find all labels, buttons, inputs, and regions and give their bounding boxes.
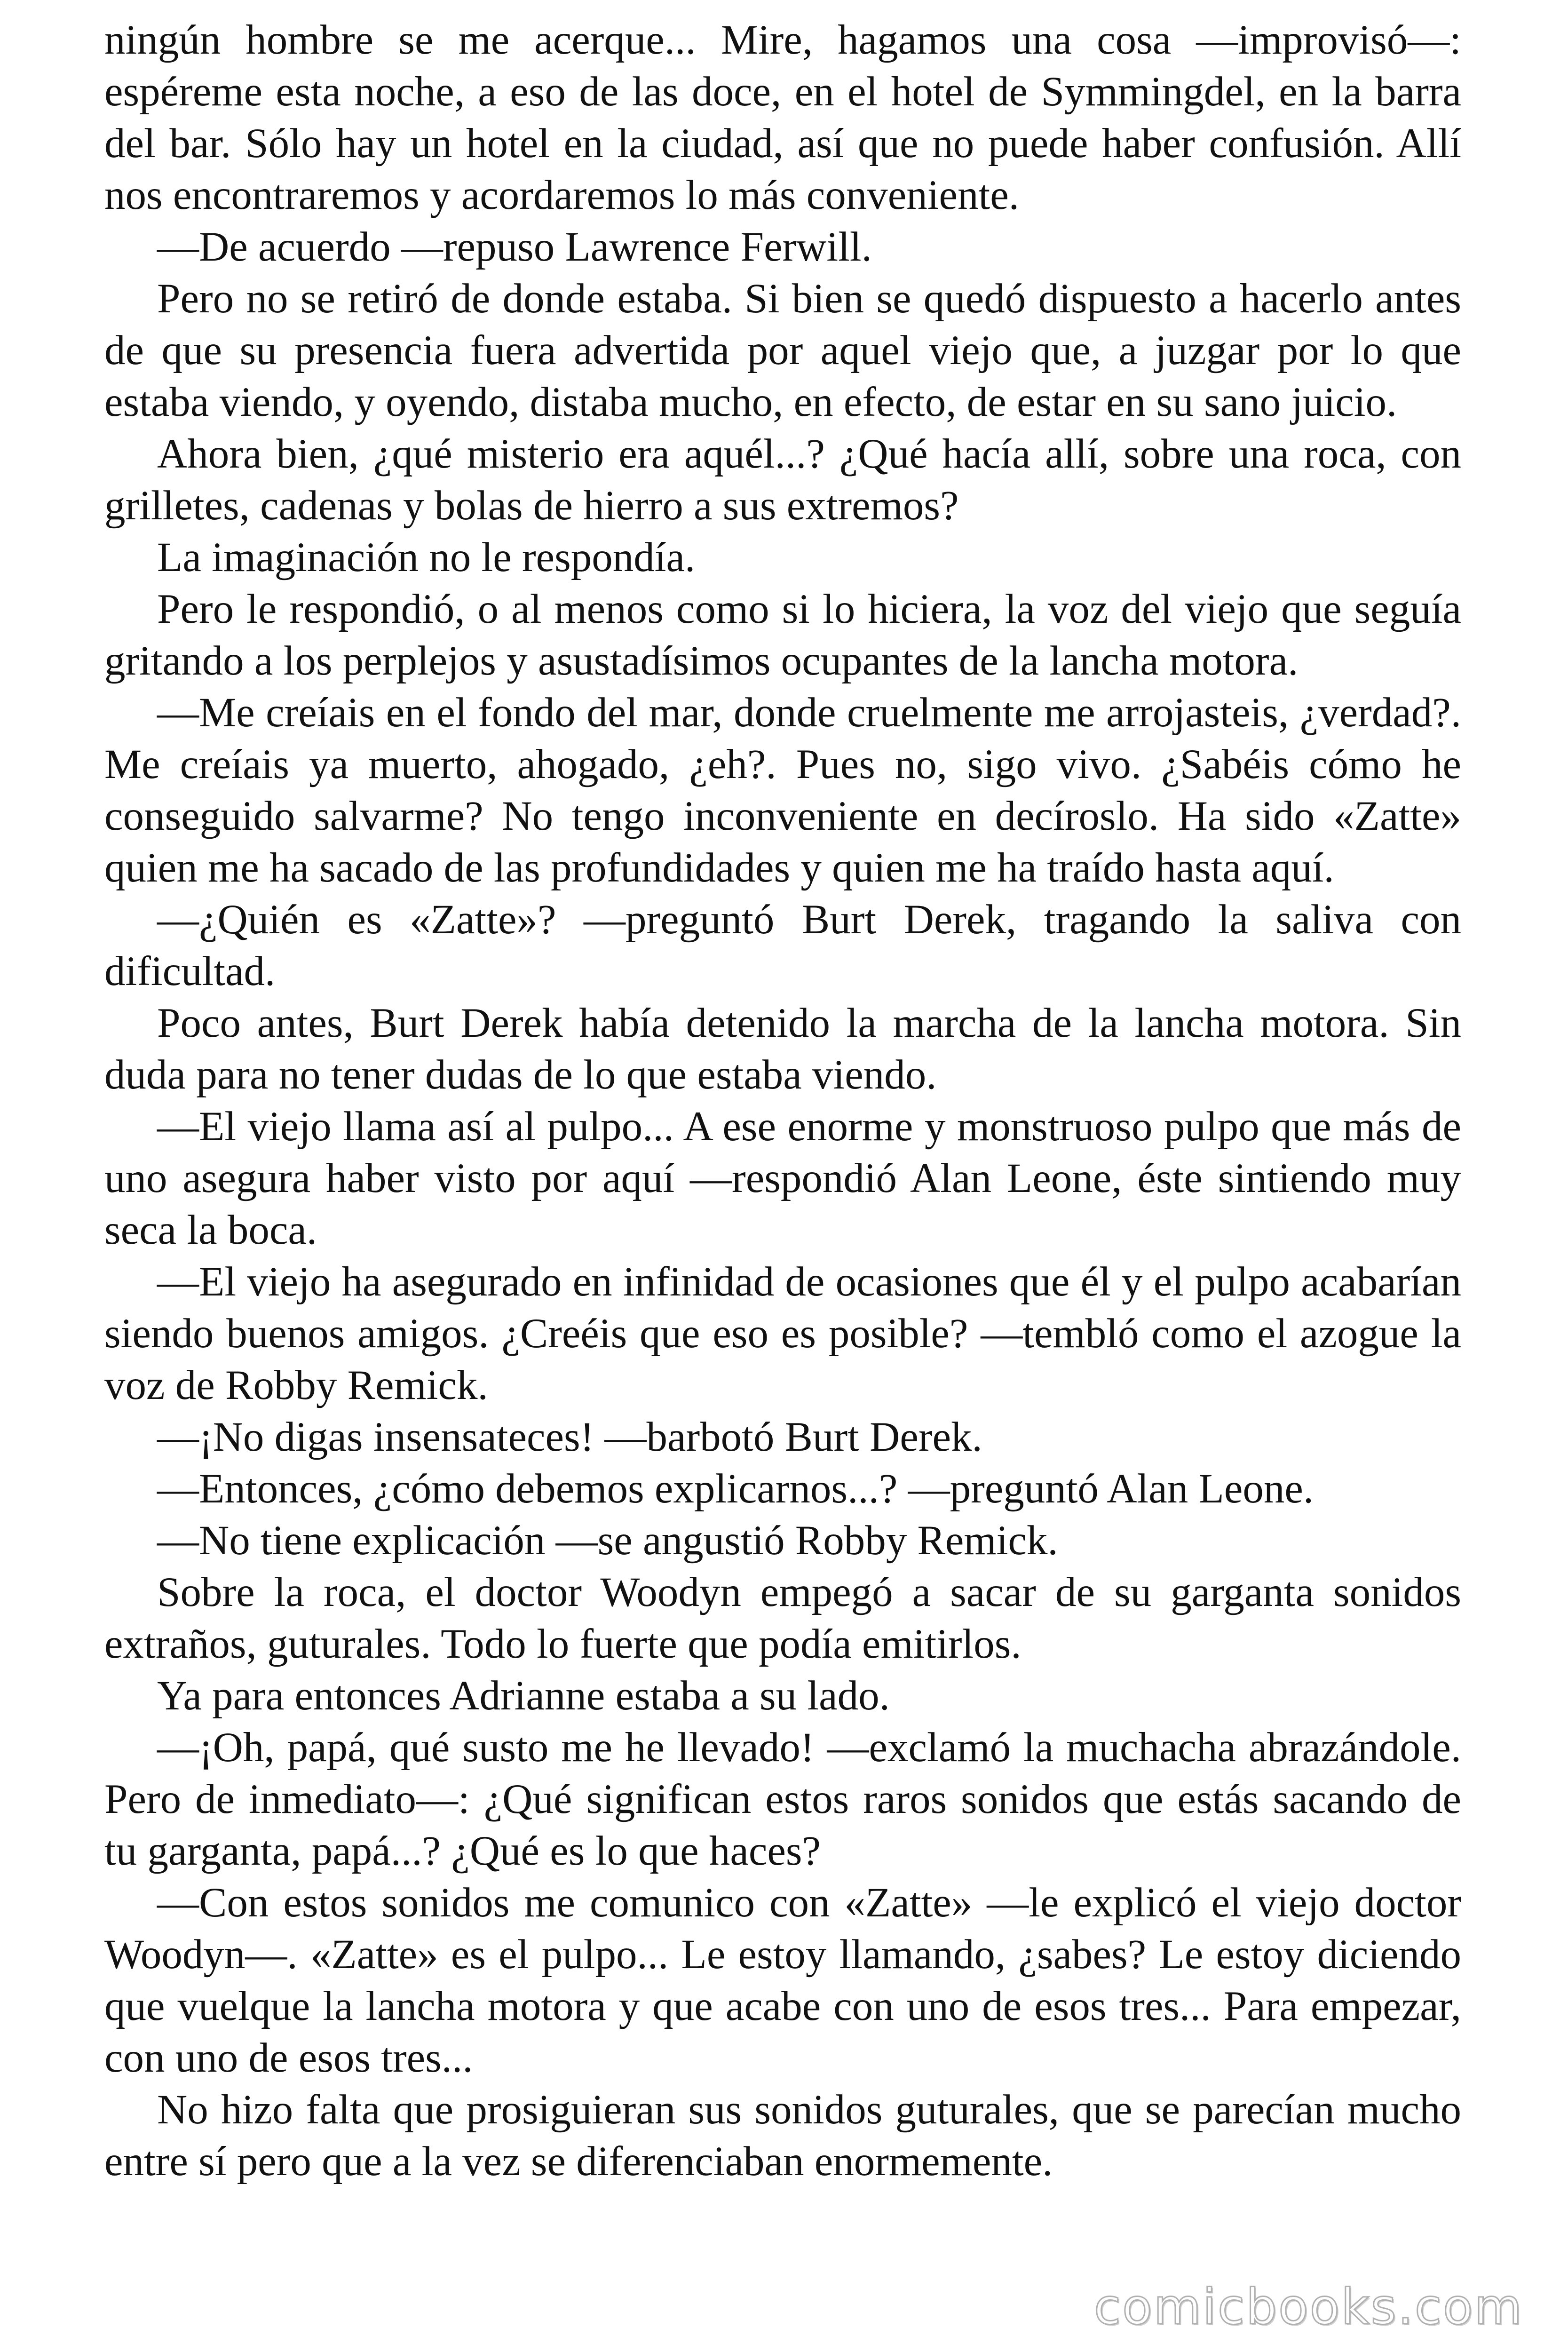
paragraph: —¡Oh, papá, qué susto me he llevado! —exclamó la muchacha abrazándole. Pero de inmediato—: ¿Qué significan estos raros sonidos que estás sacando de tu garganta, papá...? ¿Qué es lo que haces? (104, 1724, 1461, 1874)
paragraph: Pero le respondió, o al menos como si lo hiciera, la voz del viejo que seguía gritando a los perplejos y asustadísimos ocupantes de la lancha motora. (104, 586, 1461, 684)
paragraph: La imaginación no le respondía. (157, 534, 696, 580)
paragraph: ningún hombre se me acerque... Mire, hagamos una cosa —improvisó—: espéreme esta noche, a eso de las doce, en el hotel de Symmingdel, en la barra del bar. Sólo hay un hotel en la ciudad, así que no puede haber confusión. Allí nos encontraremos y acordaremos lo más conveniente. (104, 17, 1461, 218)
paragraph: Poco antes, Burt Derek había detenido la marcha de la lancha motora. Sin duda para no tener dudas de lo que estaba viendo. (104, 1000, 1461, 1098)
paragraph: —¡No digas insensateces! —barbotó Burt Derek. (157, 1414, 982, 1460)
paragraph: —De acuerdo —repuso Lawrence Ferwill. (157, 224, 872, 270)
paragraph: —El viejo llama así al pulpo... A ese enorme y monstruoso pulpo que más de uno asegura haber visto por aquí —respondió Alan Leone, éste sintiendo muy seca la boca. (104, 1104, 1461, 1253)
paragraph: Ya para entonces Adrianne estaba a su lado. (157, 1673, 890, 1719)
paragraph: Sobre la roca, el doctor Woodyn empegó a sacar de su garganta sonidos extraños, guturales. Todo lo fuerte que podía emitirlos. (104, 1569, 1461, 1667)
paragraph: —Me creíais en el fondo del mar, donde cruelmente me arrojasteis, ¿verdad?. Me creíais ya muerto, ahogado, ¿eh?. Pues no, sigo vivo. ¿Sabéis cómo he conseguido salvarme? No tengo inconveniente en decíroslo. Ha sido «Zatte» quien me ha sacado de las profundidades y quien me ha traído hasta aquí. (104, 690, 1461, 891)
paragraph: —Entonces, ¿cómo debemos explicarnos...? —preguntó Alan Leone. (157, 1466, 1314, 1512)
paragraph: No hizo falta que prosiguieran sus sonidos guturales, que se parecían mucho entre sí pero que a la vez se diferenciaban enormemente. (104, 2087, 1461, 2185)
paragraph: —Con estos sonidos me comunico con «Zatte» —le explicó el viejo doctor Woodyn—. «Zatte» es el pulpo... Le estoy llamando, ¿sabes? Le estoy diciendo que vuelque la lancha motora y que acabe con uno de esos tres... Para empezar, con uno de esos tres... (104, 1880, 1461, 2081)
paragraph: Pero no se retiró de donde estaba. Si bien se quedó dispuesto a hacerlo antes de que su presencia fuera advertida por aquel viejo que, a juzgar por lo que estaba viendo, y oyendo, distaba mucho, en efecto, de estar en su sano juicio. (104, 276, 1461, 425)
body-text (104, 14, 1461, 2187)
paragraph: Ahora bien, ¿qué misterio era aquél...? ¿Qué hacía allí, sobre una roca, con grilletes, cadenas y bolas de hierro a sus extremos? (104, 431, 1461, 529)
paragraph: —El viejo ha asegurado en infinidad de ocasiones que él y el pulpo acabarían siendo buenos amigos. ¿Creéis que eso es posible? —tembló como el azogue la voz de Robby Remick. (104, 1259, 1461, 1408)
paragraph: —No tiene explicación —se angustió Robby Remick. (157, 1518, 1058, 1564)
paragraph: —¿Quién es «Zatte»? —preguntó Burt Derek, tragando la saliva con dificultad. (104, 897, 1461, 994)
watermark-logo: comicbooks.com (1093, 2278, 1523, 2336)
